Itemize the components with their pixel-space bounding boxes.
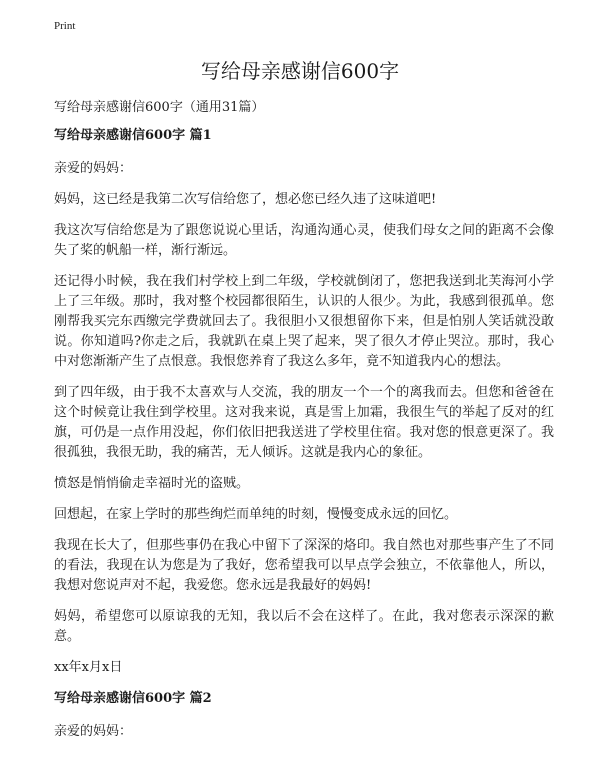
paragraph: 到了四年级，由于我不太喜欢与人交流，我的朋友一个一个的离我而去。但您和爸爸在这个时候竟让我住到学校里。这对我来说，真是雪上加霜，我很生气的举起了反对的红旗，可仍是一点作用没起，你们依旧把我送进了学校里住宿。我对您的恨意更深了。我很孤独，我很无助，我的痛苦，无人倾诉。这就是我内心的象征。: [54, 385, 554, 460]
section-heading: 写给母亲感谢信600字 篇1: [54, 128, 212, 143]
paragraph: 妈妈，这已经是我第二次写信给您了，想必您已经久违了这味道吧!: [54, 192, 437, 207]
section-2: [54, 689, 554, 742]
paragraph: 我现在长大了，但那些事仍在我心中留下了深深的烙印。我自然也对那些事产生了不同的看法，我现在认为您是为了我好，您希望我可以早点学会独立，不依靠他人，所以，我想对您说声对不起，我爱您。您永远是我最好的妈妈!: [54, 538, 554, 593]
salutation: 亲爱的妈妈：: [54, 724, 133, 739]
paragraph: 回想起，在家上学时的那些绚烂而单纯的时刻，慢慢变成永远的回忆。: [54, 507, 458, 522]
salutation: 亲爱的妈妈：: [54, 161, 133, 176]
page-subtitle: 写给母亲感谢信600字（通用31篇）: [54, 100, 265, 115]
article-body: [54, 126, 554, 753]
section-heading: 写给母亲感谢信600字 篇2: [54, 691, 212, 706]
paragraph: 我这次写信给您是为了跟您说说心里话，沟通沟通心灵，使我们母女之间的距离不会像失了桨的帆船一样，渐行渐远。: [54, 223, 554, 258]
paragraph: 妈妈，希望您可以原谅我的无知，我以后不会在这样了。在此，我对您表示深深的歉意。: [54, 609, 554, 644]
section-1: [54, 126, 554, 678]
paragraph: 还记得小时候，我在我们村学校上到二年级，学校就倒闭了，您把我送到北芙海河小学上了三年级。那时，我对整个校园都很陌生，认识的人很少。为此，我感到很孤单。您刚帮我买完东西缴完学费就回去了。我很胆小又很想留你下来，但是怕别人笑话就没敢说。你知道吗?你走之后，我就趴在桌上哭了起来，哭了很久才停止哭泣。那时，我心中对您渐渐产生了点恨意。我恨您养育了我这么多年，竟不知道我内心的想法。: [54, 274, 554, 369]
paragraph: 愤怒是悄悄偷走幸福时光的盗贼。: [54, 476, 250, 491]
page-title: 写给母亲感谢信600字: [200, 59, 400, 83]
print-link[interactable]: Print: [54, 20, 76, 32]
letter-date: xx年x月x日: [54, 660, 123, 675]
